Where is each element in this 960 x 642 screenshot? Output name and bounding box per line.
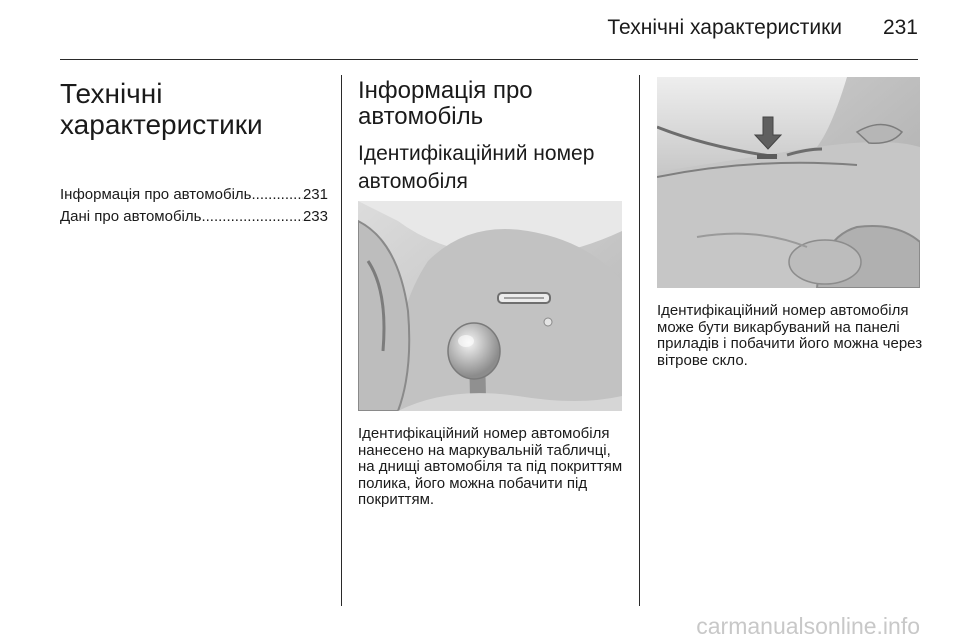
column-toc: [60, 78, 328, 228]
toc-leader-dots: [201, 206, 303, 228]
vin-floor-paragraph: Ідентифікаційний номер автомобіля нанесено на маркувальній табличці, на днищі автомобіля та під покриттям полика, його можна побачити під покриттям.: [358, 425, 623, 508]
running-header-title: Технічні характеристики: [607, 16, 842, 39]
toc-entry-vehicle-info[interactable]: [60, 184, 328, 206]
toc-entry-label: Дані про автомобіль: [60, 208, 202, 225]
photo-vin-windshield: [657, 77, 920, 288]
toc-entry-page: 233: [302, 208, 328, 225]
chapter-title: Технічні характеристики: [60, 78, 263, 140]
column-divider-left: [341, 75, 342, 606]
watermark: carmanualsonline.info: [696, 613, 920, 639]
section-title: Інформація про автомобіль: [358, 77, 533, 130]
page-number: 231: [882, 16, 918, 39]
subsection-title: Ідентифікаційний номер автомобіля: [358, 142, 595, 193]
header-rule: [60, 59, 918, 60]
column-divider-right: [639, 75, 640, 606]
toc-entry-vehicle-data[interactable]: [60, 206, 328, 228]
toc-entry-label: Інформація про автомобіль: [60, 186, 252, 203]
photo-vin-plate-floor: [358, 201, 622, 411]
table-of-contents: [60, 184, 328, 228]
vin-windshield-paragraph: Ідентифікаційний номер автомобіля може бути викарбуваний на панелі приладів і побачити його можна через вітрове скло.: [657, 302, 923, 369]
toc-entry-page: 231: [302, 186, 328, 203]
toc-leader-dots: [252, 184, 303, 206]
column-vin-section: [358, 78, 622, 196]
